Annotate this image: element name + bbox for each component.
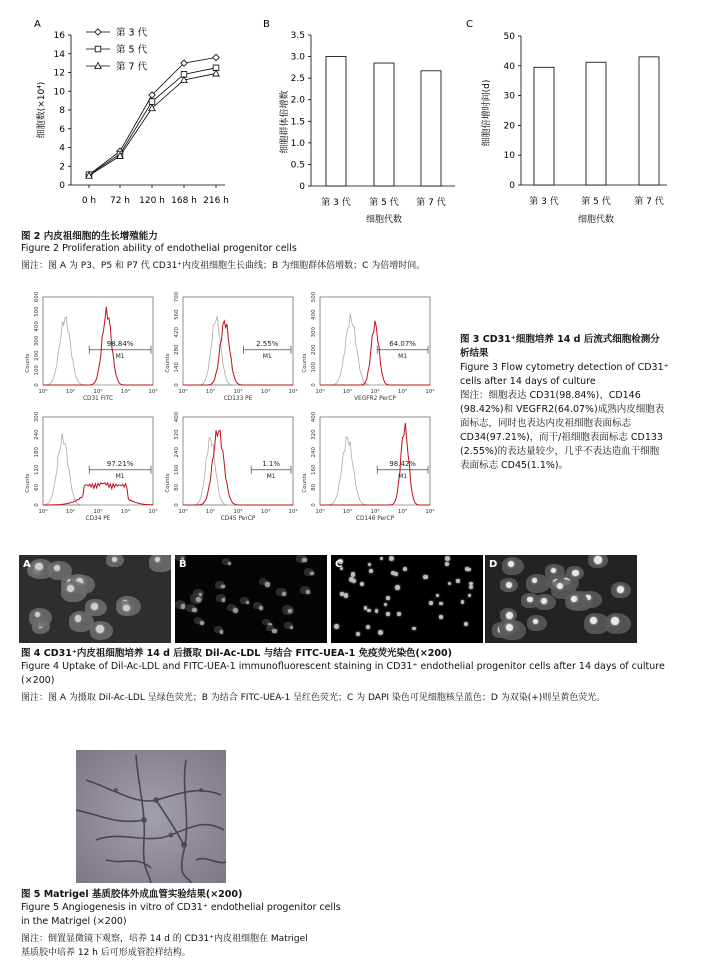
histogram-xtick-label: 10⁰ [38,509,48,515]
panel-b-ylabel: 细胞群体倍增数 [280,90,290,154]
fig5-caption-note-2: 基质胶中培养 12 h 后可形成管腔样结构。 [21,948,191,958]
fig3-caption-en-1: Figure 3 Flow cytometry detection of CD31⁺ [460,362,669,373]
fig5-caption-en-1: Figure 5 Angiogenesis in vitro of CD31⁺ endothelial progenitor cells [21,902,341,913]
cell-body [584,613,610,634]
fig3-caption-note-3: 面标志，同时也表达内皮祖细胞表面标志 [460,418,632,429]
panel-a-line-chart [34,19,229,206]
cell-nucleus [590,617,597,624]
fig4-caption-title: 图 4 CD31⁺内皮祖细胞培养 14 d 后摄取 Dil-Ac-LDL 与结合 FITC-UEA-1 免疫荧光染色(×200) [21,648,452,659]
histogram-ytick-label: 400 [311,411,317,423]
fluorescence-panel-a [19,555,171,643]
matrigel-micrograph [76,750,226,883]
histogram-xtick-label: 10¹ [65,509,76,515]
histogram-xtick-label: 10¹ [205,389,216,395]
cell-nucleus [91,603,98,610]
cell-nucleus [369,569,373,573]
histogram-xtick-label: 10⁴ [148,509,158,515]
legend-entry: 第 3 代 [116,27,148,39]
histogram-ytick-label: 560 [174,309,180,320]
histogram-ylabel: Counts [165,473,171,493]
histogram-ytick-label: 0 [34,503,40,507]
pC-category-label: 第 3 代 [529,197,559,207]
panel-c-bar-chart [466,19,667,207]
pB-ytick-label: 1.0 [290,138,305,149]
pB-category-label: 第 3 代 [321,198,351,208]
histogram-xtick-label: 10³ [120,509,131,515]
fig3-caption-title-2: 析结果 [460,348,489,359]
cell-nucleus [527,597,532,602]
histogram-xtick-label: 10⁴ [288,389,298,395]
histogram-ytick-label: 180 [34,446,40,458]
gate-label: M1 [266,472,276,480]
fig2-caption-en: Figure 2 Proliferation ability of endothelial progenitor cells [21,243,297,254]
cell-body [61,581,86,601]
histogram-ytick-label: 240 [311,446,317,458]
cell-nucleus [356,632,360,636]
pC-bar [639,57,659,185]
legend-entry: 第 5 代 [116,44,148,56]
cell-nucleus [439,615,442,618]
fluorescence-panel-d [485,555,637,643]
panel-letter: B [179,559,187,570]
pC-category-label: 第 5 代 [581,197,611,207]
fig5-caption-note-1: 图注：倒置显微镜下观察，培养 14 d 的 CD31⁺内皮祖细胞在 Matrigel [21,934,308,944]
panel-a-ytick-label: 6 [59,124,65,135]
cell-nucleus [259,606,263,610]
histogram-xtick-label: 10⁰ [38,389,48,395]
legend-marker [95,29,101,35]
cell-nucleus [340,592,343,595]
panel-a-point [213,54,219,60]
fig3-caption-note-5: (2.55%)的表达量较少，几乎不表达造血干细胞 [460,446,660,457]
panel-a-series-line [89,68,216,175]
pC-ytick-label: 0 [509,181,515,191]
pB-ytick-label: 3.0 [290,52,305,63]
cell-nucleus [469,585,473,589]
histogram-ytick-label: 200 [311,344,317,356]
cell-nucleus [112,557,117,562]
histogram-xtick-label: 10³ [397,509,408,515]
cell-nucleus [467,568,470,571]
fig3-caption-note-2: (98.42%)和 VEGFR2(64.07%)成熟内皮细胞表 [460,404,665,415]
histogram-xtick-label: 10¹ [205,509,216,515]
figure-2 [0,0,707,275]
histogram-xtick-label: 10² [370,509,380,515]
histogram-ytick-label: 160 [174,464,180,476]
panel-letter: D [489,559,498,570]
histogram-ylabel: Counts [25,353,31,373]
legend-entry: 第 7 代 [116,61,148,73]
flow-cytometry-histograms [0,285,450,525]
fluorescence-panel-b [175,555,327,643]
histogram-xtick-label: 10² [93,389,103,395]
cell-nucleus [445,556,450,561]
pB-category-label: 第 7 代 [416,198,446,208]
histogram-ytick-label: 420 [174,326,180,338]
fig2-caption-title: 图 2 内皮祖细胞的生长增殖能力 [21,231,158,242]
histogram-ytick-label: 300 [311,326,317,338]
figure-3 [0,285,707,525]
panel-c-ylabel: 细胞倍增时间(d) [482,79,492,147]
histogram-ytick-label: 0 [34,383,40,387]
histogram-xtick-label: 10³ [120,389,131,395]
fig3-caption-en-2: cells after 14 days of culture [460,376,596,387]
histogram-xtick-label: 10¹ [342,389,353,395]
panel-c-label: C [466,19,473,30]
histogram-ytick-label: 0 [311,383,317,387]
cell-nucleus [448,582,452,586]
fig2-caption-note: 图注：图 A 为 P3、P5 和 P7 代 CD31⁺内皮祖细胞生长曲线；B 为细胞群体倍增数；C 为倍增时间。 [21,261,426,271]
legend-marker [95,46,101,52]
histogram-panel [302,411,435,522]
histogram-ytick-label: 700 [174,291,180,303]
histogram-axis-label: VEGFR2 PerCP [354,396,396,402]
cell-nucleus [351,572,355,576]
cell-body [565,592,587,610]
cell-nucleus [265,582,269,586]
fig3-caption-title-1: 图 3 CD31⁺细胞培养 14 d 后流式细胞检测分 [460,334,660,345]
histogram-xtick-label: 10⁴ [148,389,158,395]
histogram-ytick-label: 100 [34,365,40,376]
gate-percentage: 97.21% [106,459,134,468]
histogram-ytick-label: 80 [174,483,180,491]
cell-nucleus [386,612,389,615]
histogram-ytick-label: 280 [174,344,180,356]
fig4-caption-en-2: (×200) [21,675,55,686]
gate-percentage: 98.42% [389,459,416,468]
histogram-axis-label: CD133 PE [223,396,253,402]
panel-a-xtick-label: 216 h [203,196,229,206]
panel-a-xtick-label: 0 h [81,196,97,206]
histogram-ytick-label: 500 [311,291,317,303]
fig2-shared-xlabel-b: 细胞代数 [365,215,403,225]
gate-label: M1 [398,472,408,480]
cell-nucleus [246,601,249,604]
panel-a-ytick-label: 0 [59,181,65,191]
histogram-ytick-label: 320 [311,429,317,440]
histogram-xtick-label: 10⁴ [288,509,298,515]
histogram-ytick-label: 240 [174,446,180,458]
cell-nucleus [572,570,578,576]
histogram-xtick-label: 10¹ [342,509,353,515]
cell-nucleus [192,608,196,612]
histogram-ytick-label: 320 [174,429,180,440]
cell-nucleus [436,594,439,597]
histogram-xtick-label: 10⁰ [315,389,325,395]
fig4-caption-note: 图注：图 A 为摄取 Dil-Ac-LDL 呈绿色荧光；B 为结合 FITC-UEA-1 呈红色荧光；C 为 DAPI 染色可见细胞核呈蓝色；D 为双染(+)则呈黄色荧光。 [21,693,606,703]
gate-label: M1 [398,352,408,360]
pC-bar [534,67,554,185]
cell-nucleus [384,603,387,606]
cell-nucleus [389,556,394,561]
histogram-ytick-label: 100 [311,362,317,373]
fig2-shared-xlabel-c: 细胞代数 [577,215,615,225]
cell-body [149,555,171,572]
cell-nucleus [445,562,449,566]
cell-nucleus [200,621,204,625]
histogram-ylabel: Counts [25,473,31,493]
histogram-ytick-label: 400 [311,309,317,320]
histogram-ytick-label: 500 [34,306,40,317]
gate-percentage: 2.55% [256,339,279,348]
cell-nucleus [412,627,416,631]
cell-nucleus [395,585,400,590]
cell-nucleus [397,612,400,615]
cell-nucleus [364,606,367,609]
histogram-ytick-label: 140 [174,362,180,373]
histogram-ytick-label: 0 [311,503,317,507]
panel-letter: A [23,559,31,570]
fig3-caption-note-4: CD34(97.21%)，而干/祖细胞表面标志 CD133 [460,432,663,443]
histogram-xtick-label: 10² [93,509,103,515]
cell-nucleus [456,579,459,582]
histogram-xtick-label: 10² [233,389,243,395]
cell-nucleus [378,630,383,635]
panel-a-xtick-label: 120 h [139,196,165,206]
pB-ytick-label: 3.5 [290,31,305,41]
panel-a-ytick-label: 10 [53,87,65,98]
panel-b-label: B [263,19,270,30]
panel-a-ytick-label: 16 [53,31,65,41]
pC-ytick-label: 20 [503,121,515,132]
cell-nucleus [360,582,364,586]
histogram-axis-label: CD34 PE [85,516,111,522]
histogram-axis-label: CD146 PerCP [355,516,395,522]
histogram-ylabel: Counts [302,353,308,373]
cell-nucleus [461,600,464,603]
histogram-xtick-label: 10⁴ [425,509,435,515]
histogram-ytick-label: 300 [34,335,40,347]
panel-a-series-line [89,58,216,175]
histogram-xtick-label: 10³ [260,389,271,395]
histogram-frame [43,417,153,505]
pC-ytick-label: 40 [503,61,515,72]
panel-a-legend [86,27,148,73]
cell-nucleus [439,602,442,605]
cell-body [48,561,72,580]
histogram-ylabel: Counts [165,353,171,373]
histogram-ytick-label: 400 [34,321,40,332]
histogram-ytick-label: 80 [311,483,317,491]
cell-nucleus [464,622,468,626]
cell-nucleus [468,594,471,597]
pB-ytick-label: 2.5 [290,74,305,85]
cell-nucleus [123,605,130,612]
fig3-caption [460,333,700,473]
panel-a-ytick-label: 14 [53,49,65,60]
histogram-panel [165,411,298,522]
histogram-xtick-label: 10² [370,389,380,395]
cell-nucleus [196,597,201,602]
panel-a-ytick-label: 8 [59,106,65,116]
pC-bar [586,62,606,185]
cell-body [500,620,526,641]
gate-label: M1 [115,472,125,480]
cell-nucleus [403,567,407,571]
pB-ytick-label: 1.5 [290,117,305,128]
panel-a-ytick-label: 4 [59,143,65,154]
cell-body [29,608,52,626]
cell-nucleus [306,590,310,594]
cell-nucleus [181,604,185,608]
pB-ytick-label: 0.5 [290,160,305,171]
histogram-ytick-label: 0 [174,503,180,507]
cell-nucleus [96,625,103,632]
panel-a-ytick-label: 2 [59,162,65,173]
figure-5 [0,745,707,974]
histogram-xtick-label: 10³ [397,389,408,395]
cell-nucleus [233,608,238,613]
cell-nucleus [386,596,390,600]
panel-b-bar-chart [263,19,455,208]
panel-a-label: A [34,19,41,30]
gate-percentage: 98.84% [106,339,134,348]
histogram-axis-label: CD31 FITC [82,396,114,402]
gate-percentage: 64.07% [389,339,416,348]
cell-nucleus [366,625,370,629]
pB-bar [421,71,441,186]
panel-a-ytick-label: 12 [53,68,65,79]
histogram-ytick-label: 0 [174,383,180,387]
histogram-xtick-label: 10¹ [65,389,76,395]
gate-label: M1 [115,352,125,360]
panel-a-xtick-label: 72 h [109,196,131,206]
histogram-ytick-label: 300 [34,411,40,423]
cell-nucleus [423,575,428,580]
histogram-xtick-label: 10⁰ [178,389,188,395]
histogram-ytick-label: 600 [34,291,40,303]
fig4-caption-en-1: Figure 4 Uptake of Dil-Ac-LDL and FITC-UEA-1 immunofluorescent staining in CD31⁺ endothelial progenitor cells after 14 days of culture [21,661,665,672]
pC-ytick-label: 10 [503,151,515,162]
cell-nucleus [222,598,226,602]
histogram-xtick-label: 10⁰ [315,509,325,515]
histogram-ytick-label: 160 [311,464,317,476]
histogram-axis-label: CD45 PerCP [220,516,256,522]
histogram-xtick-label: 10⁴ [425,389,435,395]
cell-nucleus [310,572,313,575]
pB-ytick-label: 0 [299,182,305,192]
gate-percentage: 1.1% [262,459,280,468]
cell-nucleus [302,558,306,562]
cell-nucleus [429,601,433,605]
cell-nucleus [272,629,277,634]
histogram-ytick-label: 200 [34,350,40,361]
pB-ytick-label: 2.0 [290,95,305,106]
pB-bar [326,57,346,186]
cell-nucleus [375,609,379,613]
panel-letter: C [335,559,343,570]
pC-ytick-label: 30 [503,91,515,102]
histogram-xtick-label: 10² [233,509,243,515]
fig3-caption-note-6: 表面标志 CD45(1.1%)。 [460,460,569,471]
panel-a-ylabel: 细胞数(×10⁴) [37,81,47,139]
histogram-panel [25,411,158,522]
cell-nucleus [228,562,231,565]
histogram-ylabel: Counts [302,473,308,493]
histogram-ytick-label: 120 [34,464,40,476]
cell-nucleus [368,563,371,566]
cell-nucleus [220,630,223,633]
cell-nucleus [380,557,383,560]
histogram-ytick-label: 400 [174,411,180,423]
cell-nucleus [367,609,370,612]
cell-nucleus [394,572,398,576]
cell-nucleus [334,624,339,629]
histogram-panel [165,291,298,402]
pC-category-label: 第 7 代 [634,197,664,207]
histogram-xtick-label: 10⁰ [178,509,188,515]
pB-bar [374,63,394,186]
fluorescence-panel-c [331,555,483,643]
cell-nucleus [221,585,225,589]
pC-ytick-label: 50 [503,32,515,42]
histogram-ytick-label: 60 [34,483,40,491]
histogram-ytick-label: 240 [34,429,40,440]
fig5-caption-title: 图 5 Matrigel 基质胶体外成血管实验结果(×200) [21,889,243,900]
cell-nucleus [594,556,602,564]
fig3-caption-note-1: 图注：细胞表达 CD31(98.84%)、CD146 [460,390,641,401]
figure-2-charts [0,0,707,230]
fig5-caption-en-2: in the Matrigel (×200) [21,916,127,927]
pB-category-label: 第 5 代 [369,198,399,208]
cell-nucleus [344,593,349,598]
histogram-panel [302,291,435,402]
cell-nucleus [290,626,293,629]
panel-a-point [149,99,155,105]
gate-label: M1 [262,352,272,360]
cell-nucleus [35,563,43,571]
histogram-xtick-label: 10³ [260,509,271,515]
figure-4 [0,550,707,703]
cell-nucleus [282,592,286,596]
histogram-panel [25,291,158,402]
panel-a-xtick-label: 168 h [171,196,197,206]
